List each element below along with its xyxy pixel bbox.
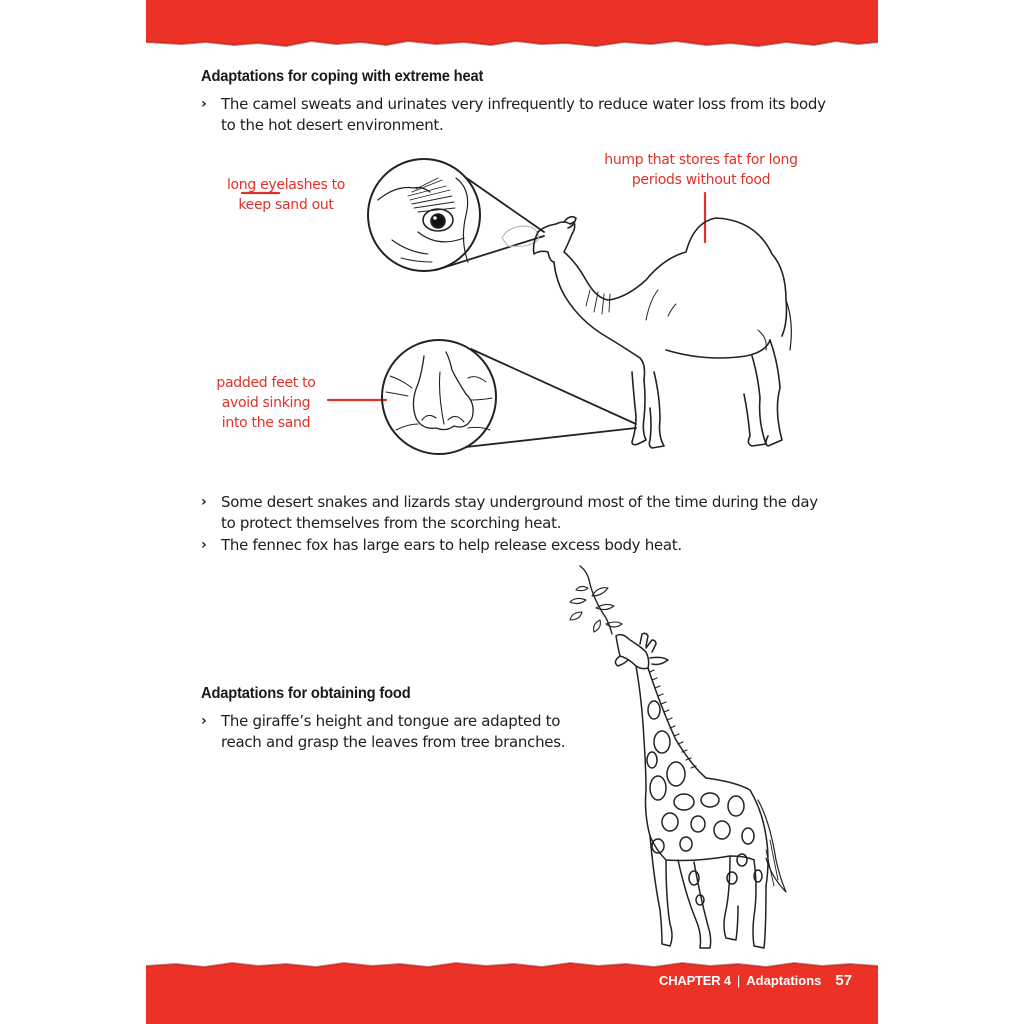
chevron-right-icon: ›: [201, 494, 207, 510]
page-number: 57: [835, 972, 853, 989]
bullet-giraffe: [201, 711, 601, 753]
bullet-text: The fennec fox has large ears to help release excess body heat.: [221, 536, 682, 554]
bullet-text: The camel sweats and urinates very infrequently to reduce water loss from its body to the hot desert environment.: [221, 95, 826, 134]
foot-magnifier: [382, 340, 496, 454]
footer-chapter: CHAPTER 4: [659, 973, 731, 988]
page-footer: [659, 972, 852, 992]
section-heading-extreme-heat: Adaptations for coping with extreme heat: [201, 68, 484, 85]
camel-illustration: [146, 0, 878, 470]
bullet-snakes-lizards: [201, 492, 861, 534]
chevron-right-icon: ›: [201, 713, 207, 729]
bullet-text: The giraffe’s height and tongue are adapted to reach and grasp the leaves from tree branches.: [221, 712, 566, 751]
bottom-red-band: [146, 960, 878, 1024]
footer-section: Adaptations: [746, 973, 822, 988]
section-heading-obtaining-food: Adaptations for obtaining food: [201, 685, 411, 702]
footer-separator: |: [736, 973, 741, 988]
book-page: [146, 0, 878, 1024]
giraffe-illustration: [566, 560, 796, 955]
bullet-fennec-fox: [201, 535, 861, 556]
chevron-right-icon: ›: [201, 96, 207, 112]
chevron-right-icon: ›: [201, 537, 207, 553]
label-padded-feet: padded feet to avoid sinking into the sand: [216, 375, 316, 431]
label-eyelashes: long eyelashes to keep sand out: [226, 177, 346, 213]
label-hump: hump that stores fat for long periods without food: [604, 152, 798, 188]
bullet-text: Some desert snakes and lizards stay underground most of the time during the day to protect themselves from the scorching heat.: [221, 493, 818, 532]
